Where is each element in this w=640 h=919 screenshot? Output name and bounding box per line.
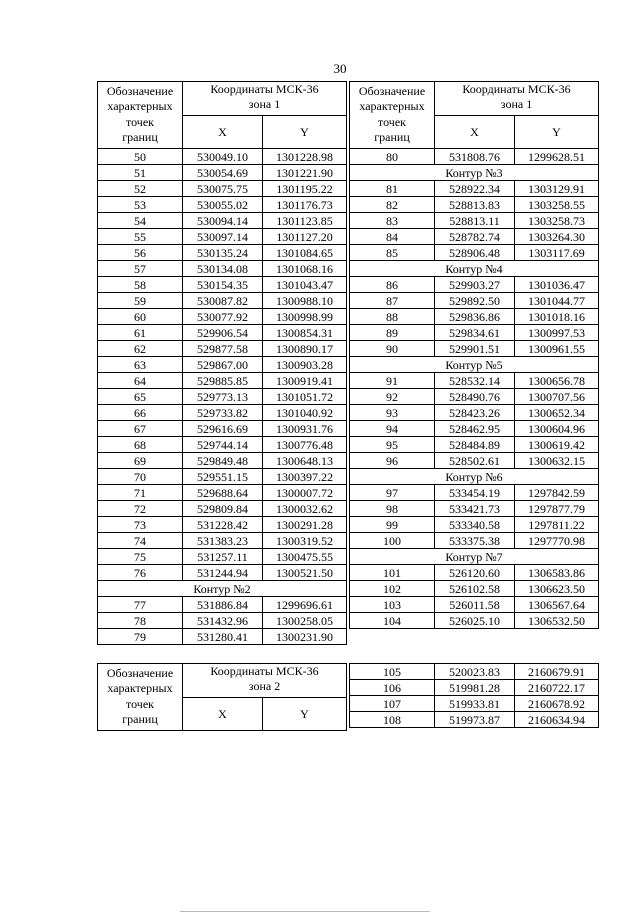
- header-line: точек: [378, 115, 406, 129]
- point-number-cell: 81: [350, 181, 435, 197]
- point-number-cell: 64: [98, 373, 183, 389]
- x-coordinate-cell: 529809.84: [183, 501, 263, 517]
- coords-header-line: зона 2: [248, 679, 281, 693]
- x-coordinate-cell: 529836.86: [435, 309, 515, 325]
- table-row: [98, 421, 347, 437]
- x-coordinate-cell: 520023.83: [435, 664, 515, 680]
- coordinates-table-zone2-header: [97, 663, 347, 731]
- contour-row: [350, 261, 599, 277]
- y-coordinate-cell: 1300919.41: [263, 373, 347, 389]
- y-coordinate-cell: 1300648.13: [263, 453, 347, 469]
- x-coordinate-cell: 529867.00: [183, 357, 263, 373]
- point-number-cell: 77: [98, 597, 183, 613]
- table-row: [350, 453, 599, 469]
- point-number-cell: 72: [98, 501, 183, 517]
- x-coordinate-cell: 519973.87: [435, 712, 515, 728]
- point-number-cell: 61: [98, 325, 183, 341]
- y-coordinate-cell: 1300632.15: [515, 453, 599, 469]
- x-coordinate-cell: 530087.82: [183, 293, 263, 309]
- x-coordinate-cell: 529616.69: [183, 421, 263, 437]
- y-coordinate-cell: 1297770.98: [515, 533, 599, 549]
- table-row: [350, 613, 599, 629]
- table-row: [98, 325, 347, 341]
- point-number-cell: 78: [98, 613, 183, 629]
- point-number-cell: 74: [98, 533, 183, 549]
- point-number-cell: 79: [98, 629, 183, 645]
- table-row: [98, 533, 347, 549]
- point-label-header: [350, 82, 435, 149]
- table-row: [98, 597, 347, 613]
- header-line: точек: [126, 115, 154, 129]
- y-coordinate-cell: 1303258.55: [515, 197, 599, 213]
- x-coordinate-cell: 530094.14: [183, 213, 263, 229]
- point-number-cell: 88: [350, 309, 435, 325]
- table-row: [350, 341, 599, 357]
- table-row: [98, 469, 347, 485]
- table-row: [98, 197, 347, 213]
- point-number-cell: 93: [350, 405, 435, 421]
- contour-row: [350, 357, 599, 373]
- point-label-header: [98, 82, 183, 149]
- table-row: [350, 437, 599, 453]
- x-coordinate-cell: 533421.73: [435, 501, 515, 517]
- x-coordinate-cell: 533375.38: [435, 533, 515, 549]
- table-row: [350, 581, 599, 597]
- table-row: [350, 229, 599, 245]
- point-number-cell: 106: [350, 680, 435, 696]
- y-coordinate-cell: 1300258.05: [263, 613, 347, 629]
- y-coordinate-cell: 1300231.90: [263, 629, 347, 645]
- y-coordinate-cell: 1300291.28: [263, 517, 347, 533]
- x-coordinate-cell: 530055.02: [183, 197, 263, 213]
- y-coordinate-cell: 1301123.85: [263, 213, 347, 229]
- x-coordinate-cell: 530154.35: [183, 277, 263, 293]
- x-coordinate-cell: 529892.50: [435, 293, 515, 309]
- point-number-cell: 68: [98, 437, 183, 453]
- x-coordinate-cell: 528782.74: [435, 229, 515, 245]
- table-row: [350, 309, 599, 325]
- y-coordinate-cell: 1301228.98: [263, 149, 347, 165]
- x-coordinate-cell: 529773.13: [183, 389, 263, 405]
- y-coordinate-cell: 1301044.77: [515, 293, 599, 309]
- x-coordinate-cell: 530075.75: [183, 181, 263, 197]
- contour-row: [350, 165, 599, 181]
- table-row: [350, 197, 599, 213]
- y-coordinate-cell: 1300854.31: [263, 325, 347, 341]
- point-number-cell: 82: [350, 197, 435, 213]
- point-number-cell: 53: [98, 197, 183, 213]
- header-line: Обозначение: [106, 84, 174, 98]
- table-row: [98, 293, 347, 309]
- header-line: характерных: [359, 99, 425, 113]
- point-number-cell: 65: [98, 389, 183, 405]
- point-number-cell: 55: [98, 229, 183, 245]
- point-number-cell: 60: [98, 309, 183, 325]
- y-coordinate-cell: 1300397.22: [263, 469, 347, 485]
- point-number-cell: 71: [98, 485, 183, 501]
- coordinates-table-zone2-values: [349, 663, 599, 728]
- x-coordinate-cell: 529903.27: [435, 277, 515, 293]
- header-line: Обозначение: [106, 666, 174, 680]
- table-row: [350, 696, 599, 712]
- point-number-cell: 94: [350, 421, 435, 437]
- point-number-cell: 58: [98, 277, 183, 293]
- header-line: границ: [374, 130, 410, 144]
- table-row: [350, 712, 599, 728]
- x-coordinate-cell: 533340.58: [435, 517, 515, 533]
- table-row: [98, 277, 347, 293]
- table-row: [350, 421, 599, 437]
- table-row: [98, 165, 347, 181]
- coords-header-line: Координаты МСК-36: [210, 664, 319, 678]
- y-coordinate-cell: 1300931.76: [263, 421, 347, 437]
- x-coordinate-cell: 530134.08: [183, 261, 263, 277]
- point-number-cell: 85: [350, 245, 435, 261]
- y-coordinate-cell: 2160679.91: [515, 664, 599, 680]
- coords-header-line: Координаты МСК-36: [210, 82, 319, 96]
- y-coordinate-cell: 1301018.16: [515, 309, 599, 325]
- y-coordinate-cell: 2160634.94: [515, 712, 599, 728]
- table-row: [98, 309, 347, 325]
- y-coordinate-cell: 1301127.20: [263, 229, 347, 245]
- x-coordinate-cell: 528462.95: [435, 421, 515, 437]
- point-number-cell: 76: [98, 565, 183, 581]
- table-row: [98, 149, 347, 165]
- y-coordinate-cell: 1301221.90: [263, 165, 347, 181]
- table-row: [350, 533, 599, 549]
- table-row: [98, 181, 347, 197]
- table-row: [350, 565, 599, 581]
- x-coordinate-cell: 529744.14: [183, 437, 263, 453]
- point-label-header: [98, 664, 183, 731]
- table-row: [350, 517, 599, 533]
- coords-header: [183, 664, 347, 698]
- table-row: [98, 229, 347, 245]
- header-line: границ: [122, 130, 158, 144]
- point-number-cell: 57: [98, 261, 183, 277]
- point-number-cell: 98: [350, 501, 435, 517]
- contour-label: Контур №7: [350, 549, 599, 565]
- x-coordinate-cell: 526025.10: [435, 613, 515, 629]
- table-row: [350, 373, 599, 389]
- point-number-cell: 86: [350, 277, 435, 293]
- point-number-cell: 69: [98, 453, 183, 469]
- y-coordinate-cell: 1306583.86: [515, 565, 599, 581]
- coords-header-line: зона 1: [500, 97, 533, 111]
- point-number-cell: 96: [350, 453, 435, 469]
- table-row: [98, 549, 347, 565]
- x-coordinate-cell: 528813.11: [435, 213, 515, 229]
- y-coordinate-cell: 1300707.56: [515, 389, 599, 405]
- point-number-cell: 100: [350, 533, 435, 549]
- x-coordinate-cell: 531808.76: [435, 149, 515, 165]
- x-coordinate-cell: 528906.48: [435, 245, 515, 261]
- x-header: X: [183, 115, 263, 149]
- table-row: [98, 245, 347, 261]
- y-coordinate-cell: 1306567.64: [515, 597, 599, 613]
- y-header: Y: [263, 697, 347, 731]
- y-coordinate-cell: 2160678.92: [515, 696, 599, 712]
- x-coordinate-cell: 528490.76: [435, 389, 515, 405]
- point-number-cell: 80: [350, 149, 435, 165]
- x-coordinate-cell: 526011.58: [435, 597, 515, 613]
- y-header: Y: [263, 115, 347, 149]
- table-row: [350, 325, 599, 341]
- y-coordinate-cell: 1300776.48: [263, 437, 347, 453]
- x-coordinate-cell: 528502.61: [435, 453, 515, 469]
- table-row: [350, 277, 599, 293]
- table-row: [350, 485, 599, 501]
- x-coordinate-cell: 530049.10: [183, 149, 263, 165]
- point-number-cell: 73: [98, 517, 183, 533]
- point-number-cell: 103: [350, 597, 435, 613]
- point-number-cell: 105: [350, 664, 435, 680]
- point-number-cell: 51: [98, 165, 183, 181]
- point-number-cell: 56: [98, 245, 183, 261]
- point-number-cell: 92: [350, 389, 435, 405]
- table-row: [98, 357, 347, 373]
- y-coordinate-cell: 1299696.61: [263, 597, 347, 613]
- table-row: [98, 565, 347, 581]
- contour-label: Контур №6: [350, 469, 599, 485]
- y-coordinate-cell: 1300903.28: [263, 357, 347, 373]
- contour-row: [350, 469, 599, 485]
- y-coordinate-cell: 1300652.34: [515, 405, 599, 421]
- x-coordinate-cell: 526102.58: [435, 581, 515, 597]
- y-coordinate-cell: 1300998.99: [263, 309, 347, 325]
- x-coordinate-cell: 530135.24: [183, 245, 263, 261]
- point-number-cell: 87: [350, 293, 435, 309]
- x-coordinate-cell: 529688.64: [183, 485, 263, 501]
- x-coordinate-cell: 529733.82: [183, 405, 263, 421]
- y-coordinate-cell: 1297842.59: [515, 485, 599, 501]
- x-header: X: [183, 697, 263, 731]
- x-coordinate-cell: 519981.28: [435, 680, 515, 696]
- y-coordinate-cell: 1306532.50: [515, 613, 599, 629]
- y-coordinate-cell: 1299628.51: [515, 149, 599, 165]
- coords-header-line: Координаты МСК-36: [462, 82, 571, 96]
- table-row: [350, 405, 599, 421]
- x-coordinate-cell: 526120.60: [435, 565, 515, 581]
- scan-edge-line: [180, 911, 430, 912]
- y-coordinate-cell: 2160722.17: [515, 680, 599, 696]
- x-coordinate-cell: 528813.83: [435, 197, 515, 213]
- contour-row: [350, 549, 599, 565]
- coordinates-table-left: [97, 81, 347, 645]
- x-coordinate-cell: 531886.84: [183, 597, 263, 613]
- table-row: [98, 613, 347, 629]
- table-row: [98, 517, 347, 533]
- contour-label: Контур №3: [350, 165, 599, 181]
- y-coordinate-cell: 1300604.96: [515, 421, 599, 437]
- point-number-cell: 99: [350, 517, 435, 533]
- point-number-cell: 97: [350, 485, 435, 501]
- x-coordinate-cell: 531383.23: [183, 533, 263, 549]
- x-coordinate-cell: 530054.69: [183, 165, 263, 181]
- point-number-cell: 91: [350, 373, 435, 389]
- table-row: [98, 389, 347, 405]
- point-number-cell: 102: [350, 581, 435, 597]
- table-row: [350, 680, 599, 696]
- y-coordinate-cell: 1301195.22: [263, 181, 347, 197]
- page-number: 30: [333, 61, 347, 76]
- contour-label: Контур №4: [350, 261, 599, 277]
- point-number-cell: 75: [98, 549, 183, 565]
- point-number-cell: 84: [350, 229, 435, 245]
- table-row: [98, 341, 347, 357]
- y-coordinate-cell: 1301040.92: [263, 405, 347, 421]
- x-coordinate-cell: 530077.92: [183, 309, 263, 325]
- x-coordinate-cell: 528423.26: [435, 405, 515, 421]
- table-row: [98, 437, 347, 453]
- y-coordinate-cell: 1300619.42: [515, 437, 599, 453]
- y-header: Y: [515, 115, 599, 149]
- header-line: Обозначение: [358, 84, 426, 98]
- x-coordinate-cell: 533454.19: [435, 485, 515, 501]
- point-number-cell: 101: [350, 565, 435, 581]
- x-coordinate-cell: 529551.15: [183, 469, 263, 485]
- x-coordinate-cell: 529834.61: [435, 325, 515, 341]
- y-coordinate-cell: 1301068.16: [263, 261, 347, 277]
- x-coordinate-cell: 531244.94: [183, 565, 263, 581]
- table-row: [98, 405, 347, 421]
- table-row: [350, 389, 599, 405]
- table-row: [98, 261, 347, 277]
- point-number-cell: 108: [350, 712, 435, 728]
- y-coordinate-cell: 1297877.79: [515, 501, 599, 517]
- y-coordinate-cell: 1300656.78: [515, 373, 599, 389]
- y-coordinate-cell: 1303258.73: [515, 213, 599, 229]
- y-coordinate-cell: 1301043.47: [263, 277, 347, 293]
- x-coordinate-cell: 531280.41: [183, 629, 263, 645]
- point-number-cell: 62: [98, 341, 183, 357]
- point-number-cell: 54: [98, 213, 183, 229]
- table-row: [350, 181, 599, 197]
- point-number-cell: 63: [98, 357, 183, 373]
- y-coordinate-cell: 1300988.10: [263, 293, 347, 309]
- table-row: [350, 245, 599, 261]
- contour-label: Контур №5: [350, 357, 599, 373]
- x-coordinate-cell: 528484.89: [435, 437, 515, 453]
- point-number-cell: 67: [98, 421, 183, 437]
- table-row: [350, 213, 599, 229]
- x-coordinate-cell: 519933.81: [435, 696, 515, 712]
- x-coordinate-cell: 531257.11: [183, 549, 263, 565]
- table-row: [350, 293, 599, 309]
- point-number-cell: 95: [350, 437, 435, 453]
- y-coordinate-cell: 1300032.62: [263, 501, 347, 517]
- point-number-cell: 90: [350, 341, 435, 357]
- table-row: [350, 501, 599, 517]
- table-row: [98, 501, 347, 517]
- header-line: характерных: [107, 681, 173, 695]
- y-coordinate-cell: 1300997.53: [515, 325, 599, 341]
- contour-label: Контур №2: [98, 581, 347, 597]
- table-row: [98, 629, 347, 645]
- table-row: [98, 485, 347, 501]
- x-coordinate-cell: 529901.51: [435, 341, 515, 357]
- point-number-cell: 52: [98, 181, 183, 197]
- y-coordinate-cell: 1300521.50: [263, 565, 347, 581]
- y-coordinate-cell: 1297811.22: [515, 517, 599, 533]
- header-line: границ: [122, 712, 158, 726]
- table-row: [98, 213, 347, 229]
- header-line: точек: [126, 697, 154, 711]
- x-coordinate-cell: 528532.14: [435, 373, 515, 389]
- y-coordinate-cell: 1300007.72: [263, 485, 347, 501]
- table-row: [350, 149, 599, 165]
- table-row: [98, 373, 347, 389]
- x-coordinate-cell: 528922.34: [435, 181, 515, 197]
- x-coordinate-cell: 529906.54: [183, 325, 263, 341]
- point-number-cell: 59: [98, 293, 183, 309]
- point-number-cell: 50: [98, 149, 183, 165]
- x-coordinate-cell: 529885.85: [183, 373, 263, 389]
- y-coordinate-cell: 1300890.17: [263, 341, 347, 357]
- point-number-cell: 70: [98, 469, 183, 485]
- point-number-cell: 107: [350, 696, 435, 712]
- y-coordinate-cell: 1301036.47: [515, 277, 599, 293]
- y-coordinate-cell: 1301084.65: [263, 245, 347, 261]
- y-coordinate-cell: 1306623.50: [515, 581, 599, 597]
- point-number-cell: 66: [98, 405, 183, 421]
- table-row: [98, 453, 347, 469]
- table-row: [350, 597, 599, 613]
- point-number-cell: 89: [350, 325, 435, 341]
- coords-header-line: зона 1: [248, 97, 281, 111]
- x-coordinate-cell: 530097.14: [183, 229, 263, 245]
- point-number-cell: 83: [350, 213, 435, 229]
- y-coordinate-cell: 1300319.52: [263, 533, 347, 549]
- y-coordinate-cell: 1303117.69: [515, 245, 599, 261]
- x-coordinate-cell: 531432.96: [183, 613, 263, 629]
- table-row: [350, 664, 599, 680]
- coordinates-table-right: [349, 81, 599, 629]
- y-coordinate-cell: 1301176.73: [263, 197, 347, 213]
- coords-header: [183, 82, 347, 116]
- y-coordinate-cell: 1303264.30: [515, 229, 599, 245]
- x-header: X: [435, 115, 515, 149]
- x-coordinate-cell: 529849.48: [183, 453, 263, 469]
- contour-row: [98, 581, 347, 597]
- x-coordinate-cell: 529877.58: [183, 341, 263, 357]
- y-coordinate-cell: 1300475.55: [263, 549, 347, 565]
- y-coordinate-cell: 1301051.72: [263, 389, 347, 405]
- coords-header: [435, 82, 599, 116]
- point-number-cell: 104: [350, 613, 435, 629]
- y-coordinate-cell: 1303129.91: [515, 181, 599, 197]
- x-coordinate-cell: 531228.42: [183, 517, 263, 533]
- header-line: характерных: [107, 99, 173, 113]
- y-coordinate-cell: 1300961.55: [515, 341, 599, 357]
